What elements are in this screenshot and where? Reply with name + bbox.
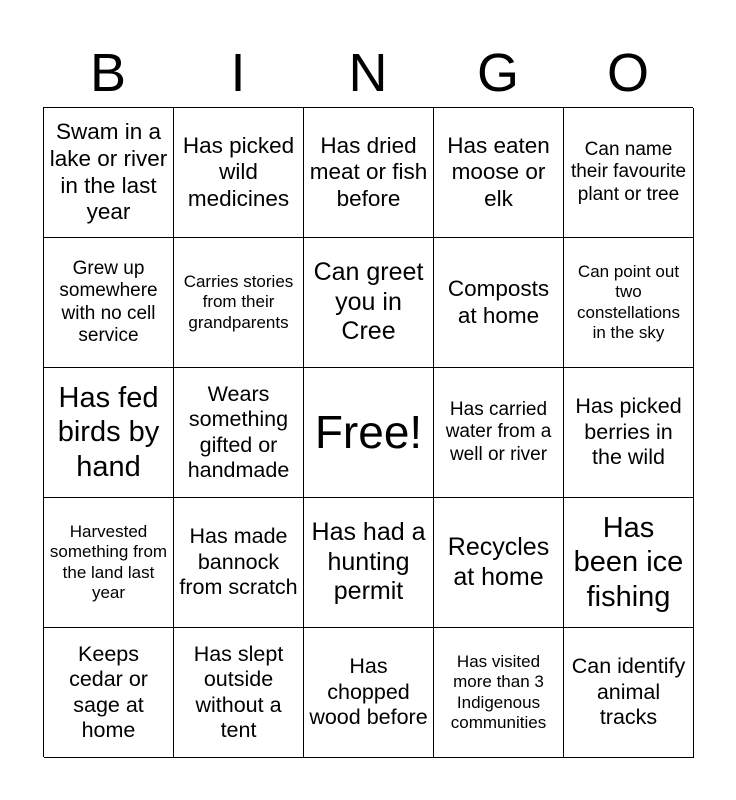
header-letter-i: I [230, 43, 246, 103]
cell-text: Has been ice fishing [573, 512, 684, 613]
cell-text: Can point out two constellations in the sky [576, 262, 680, 342]
bingo-cell[interactable] [304, 108, 434, 238]
bingo-cell[interactable] [304, 238, 434, 368]
cell-text: Has chopped wood before [309, 654, 428, 730]
bingo-cell[interactable] [564, 108, 694, 238]
bingo-cell[interactable] [44, 238, 174, 368]
bingo-cell[interactable] [564, 238, 694, 368]
cell-text: Grew up somewhere with no cell service [59, 257, 158, 346]
bingo-cell[interactable] [174, 368, 304, 498]
cell-text: Has fed birds by hand [57, 382, 160, 483]
bingo-cell[interactable] [434, 108, 564, 238]
bingo-cell[interactable] [44, 368, 174, 498]
cell-text: Has eaten moose or elk [447, 132, 550, 211]
free-space-cell[interactable] [304, 368, 434, 498]
cell-text: Has picked wild medicines [182, 132, 295, 211]
cell-text: Can name their favourite plant or tree [570, 138, 687, 205]
cell-text: Has slept outside without a tent [193, 641, 284, 742]
cell-text: Has visited more than 3 Indigenous communities [450, 652, 547, 732]
cell-text: Can greet you in Cree [313, 258, 424, 346]
cell-text: Has had a hunting permit [311, 518, 426, 606]
bingo-cell[interactable] [564, 368, 694, 498]
cell-text: Wears something gifted or handmade [187, 381, 290, 482]
bingo-cell[interactable] [44, 108, 174, 238]
bingo-cell[interactable] [564, 498, 694, 628]
bingo-cell[interactable] [434, 628, 564, 758]
bingo-cell[interactable] [174, 498, 304, 628]
bingo-cell[interactable] [304, 628, 434, 758]
bingo-cell[interactable] [434, 238, 564, 368]
bingo-cell[interactable] [44, 498, 174, 628]
header-letter-n: N [348, 43, 388, 103]
bingo-cell[interactable] [304, 498, 434, 628]
cell-text: Harvested something from the land last year [49, 522, 168, 602]
bingo-cell[interactable] [434, 498, 564, 628]
cell-text: Keeps cedar or sage at home [69, 641, 148, 742]
cell-text: Has carried water from a well or river [445, 398, 552, 465]
cell-text: Composts at home [447, 275, 550, 328]
bingo-cell[interactable] [434, 368, 564, 498]
cell-text: Has dried meat or fish before [309, 132, 428, 211]
cell-text: Has picked berries in the wild [575, 394, 682, 470]
bingo-cell[interactable] [174, 108, 304, 238]
bingo-cell[interactable] [174, 238, 304, 368]
bingo-cell[interactable] [44, 628, 174, 758]
bingo-cell[interactable] [564, 628, 694, 758]
header-letter-o: O [606, 43, 649, 103]
cell-text: Recycles at home [447, 533, 550, 591]
bingo-header [43, 38, 693, 108]
cell-text: Can identify animal tracks [571, 654, 686, 730]
cell-text: Swam in a lake or river in the last year [49, 119, 168, 225]
cell-text: Has made bannock from scratch [179, 524, 298, 600]
header-letter-b: B [89, 43, 127, 103]
bingo-cell[interactable] [174, 628, 304, 758]
free-space-text: Free! [314, 406, 423, 459]
bingo-card-grid [43, 107, 693, 757]
header-letter-g: G [476, 43, 519, 103]
cell-text: Carries stories from their grandparents [183, 272, 294, 332]
